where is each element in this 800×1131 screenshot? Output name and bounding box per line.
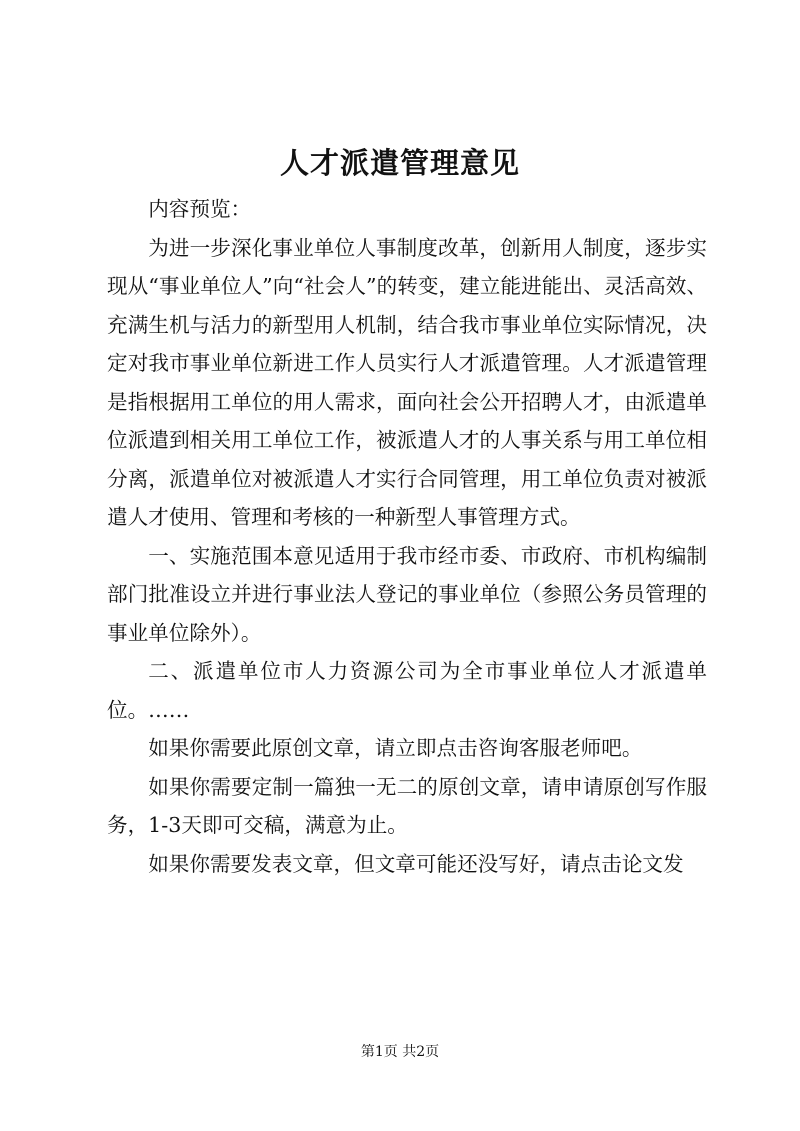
publish-article-paragraph: 如果你需要发表文章，但文章可能还没写好，请点击论文发: [148, 851, 684, 876]
page-indicator: 第1页 共2页: [360, 1044, 440, 1060]
document-title: 人才派遣管理意见: [279, 146, 520, 180]
scope-paragraph: 一、实施范围本意见适用于我市经市委、市政府、市机构编制部门批准设立并进行事业法人登记的事业单位（参照公务员管理的事业单位除外）。: [107, 543, 707, 645]
original-article-paragraph: 如果你需要此原创文章，请立即点击咨询客服老师吧。: [148, 736, 643, 760]
document-body: [107, 190, 707, 883]
custom-writing-paragraph: 如果你需要定制一篇独一无二的原创文章，请申请原创写作服务，1-3天即可交稿，满意为止。: [107, 774, 707, 837]
intro-paragraph: 为进一步深化事业单位人事制度改革，创新用人制度，逐步实现从“事业单位人”向“社会人”的转变，建立能进能出、灵活高效、充满生机与活力的新型用人机制，结合我市事业单位实际情况，决定对我市事业单位新进工作人员实行人才派遣管理。人才派遣管理是指根据用工单位的用人需求，面向社会公开招聘人才，由派遣单位派遣到相关用工单位工作，被派遣人才的人事关系与用工单位相分离，派遣单位对被派遣人才实行合同管理，用工单位负责对被派遣人才使用、管理和考核的一种新型人事管理方式。: [107, 235, 707, 529]
preview-label: 内容预览：: [148, 197, 252, 221]
dispatch-unit-paragraph: 二、派遣单位市人力资源公司为全市事业单位人才派遣单位。……: [107, 659, 707, 722]
